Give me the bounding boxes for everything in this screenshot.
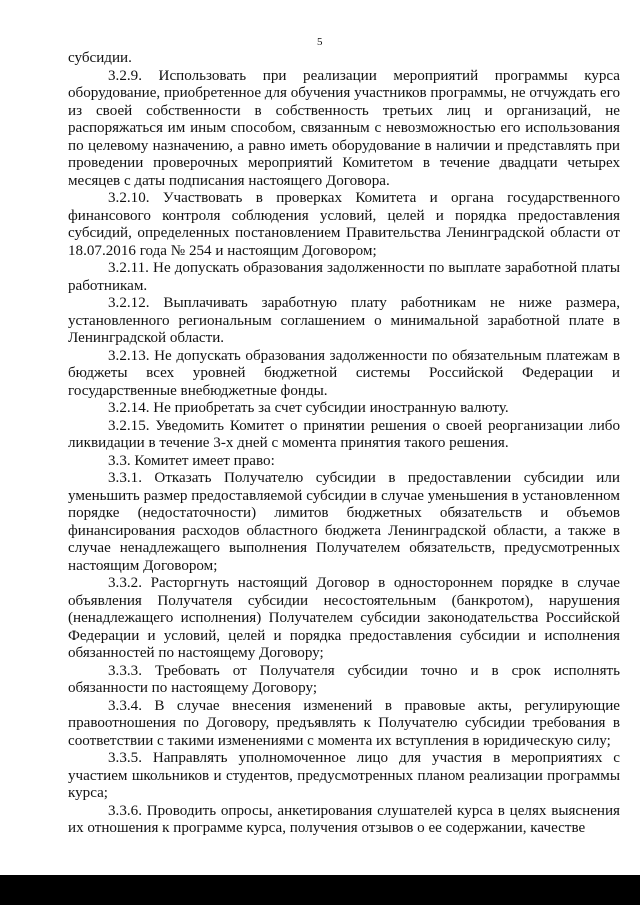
paragraph: 3.3.1. Отказать Получателю субсидии в предоставлении субсидии или уменьшить размер предоставляемой субсидии в случае уменьшения в установленном порядке (недостаточности) лимитов бюджетных обязательств и объемов финансирования расходов областного бюджета Ленинградской области, а также в случае ненадлежащего выполнения Получателем обязательств, предусмотренных настоящим Договором; [68,470,620,574]
paragraph: 3.2.11. Не допускать образования задолженности по выплате заработной платы работникам. [68,260,620,294]
paragraph: 3.2.10. Участвовать в проверках Комитета и органа государственного финансового контроля соблюдения условий, целей и порядка предоставления субсидий, определенных постановлением Правительства Ленинградской области от 18.07.2016 года № 254 и настоящим Договором; [68,190,620,259]
paragraph: 3.2.13. Не допускать образования задолженности по обязательным платежам в бюджеты всех уровней бюджетной системы Российской Федерации и государственные внебюджетные фонды. [68,347,620,399]
page-number: 5 [317,36,323,48]
paragraph: субсидии. [68,50,132,66]
paragraph: 3.3. Комитет имеет право: [108,452,275,469]
paragraph: 3.2.9. Использовать при реализации мероприятий программы курса оборудование, приобретенное для обучения участников программы, не отчуждать его из своей собственности в собственность третьих лиц и организаций, не распоряжаться им иным способом, связанным с невозможностью его использования по целевому назначению, а равно иметь оборудование в наличии и представлять при проведении проверочных мероприятий Комитетом в течение двадцати четырех месяцев с даты подписания настоящего Договора. [68,67,620,189]
paragraph: 3.2.12. Выплачивать заработную плату работникам не ниже размера, установленного региональным соглашением о минимальной заработной плате в Ленинградской области. [68,295,620,346]
paragraph: 3.3.3. Требовать от Получателя субсидии точно и в срок исполнять обязанности по настоящему Договору; [68,662,620,696]
paragraph: 3.2.14. Не приобретать за счет субсидии иностранную валюту. [108,400,509,416]
paragraph: 3.2.15. Уведомить Комитет о принятии решения о своей реорганизации либо ликвидации в течение 3-х дней с момента принятия такого решения. [68,417,620,451]
document-body [68,50,620,838]
paragraph: 3.3.5. Направлять уполномоченное лицо для участия в мероприятиях с участием школьников и студентов, предусмотренных планом реализации программы курса; [68,750,620,801]
paragraph: 3.3.2. Расторгнуть настоящий Договор в одностороннем порядке в случае объявления Получателя субсидии несостоятельным (банкротом), нарушения (ненадлежащего исполнения) Получателем субсидии законодательства Российской Федерации и условий, целей и порядка предоставления субсидии и исполнения обязанностей по настоящему Договору; [68,575,620,661]
paragraph: 3.3.6. Проводить опросы, анкетирования слушателей курса в целях выяснения их отношения к программе курса, получения отзывов о ее содержании, качестве [68,802,620,836]
paragraph: 3.3.4. В случае внесения изменений в правовые акты, регулирующие правоотношения по Договору, предъявлять к Получателю субсидии требования в соответствии с такими изменениями с момента их вступления в юридическую силу; [68,697,620,749]
scan-bottom-border [0,875,640,905]
